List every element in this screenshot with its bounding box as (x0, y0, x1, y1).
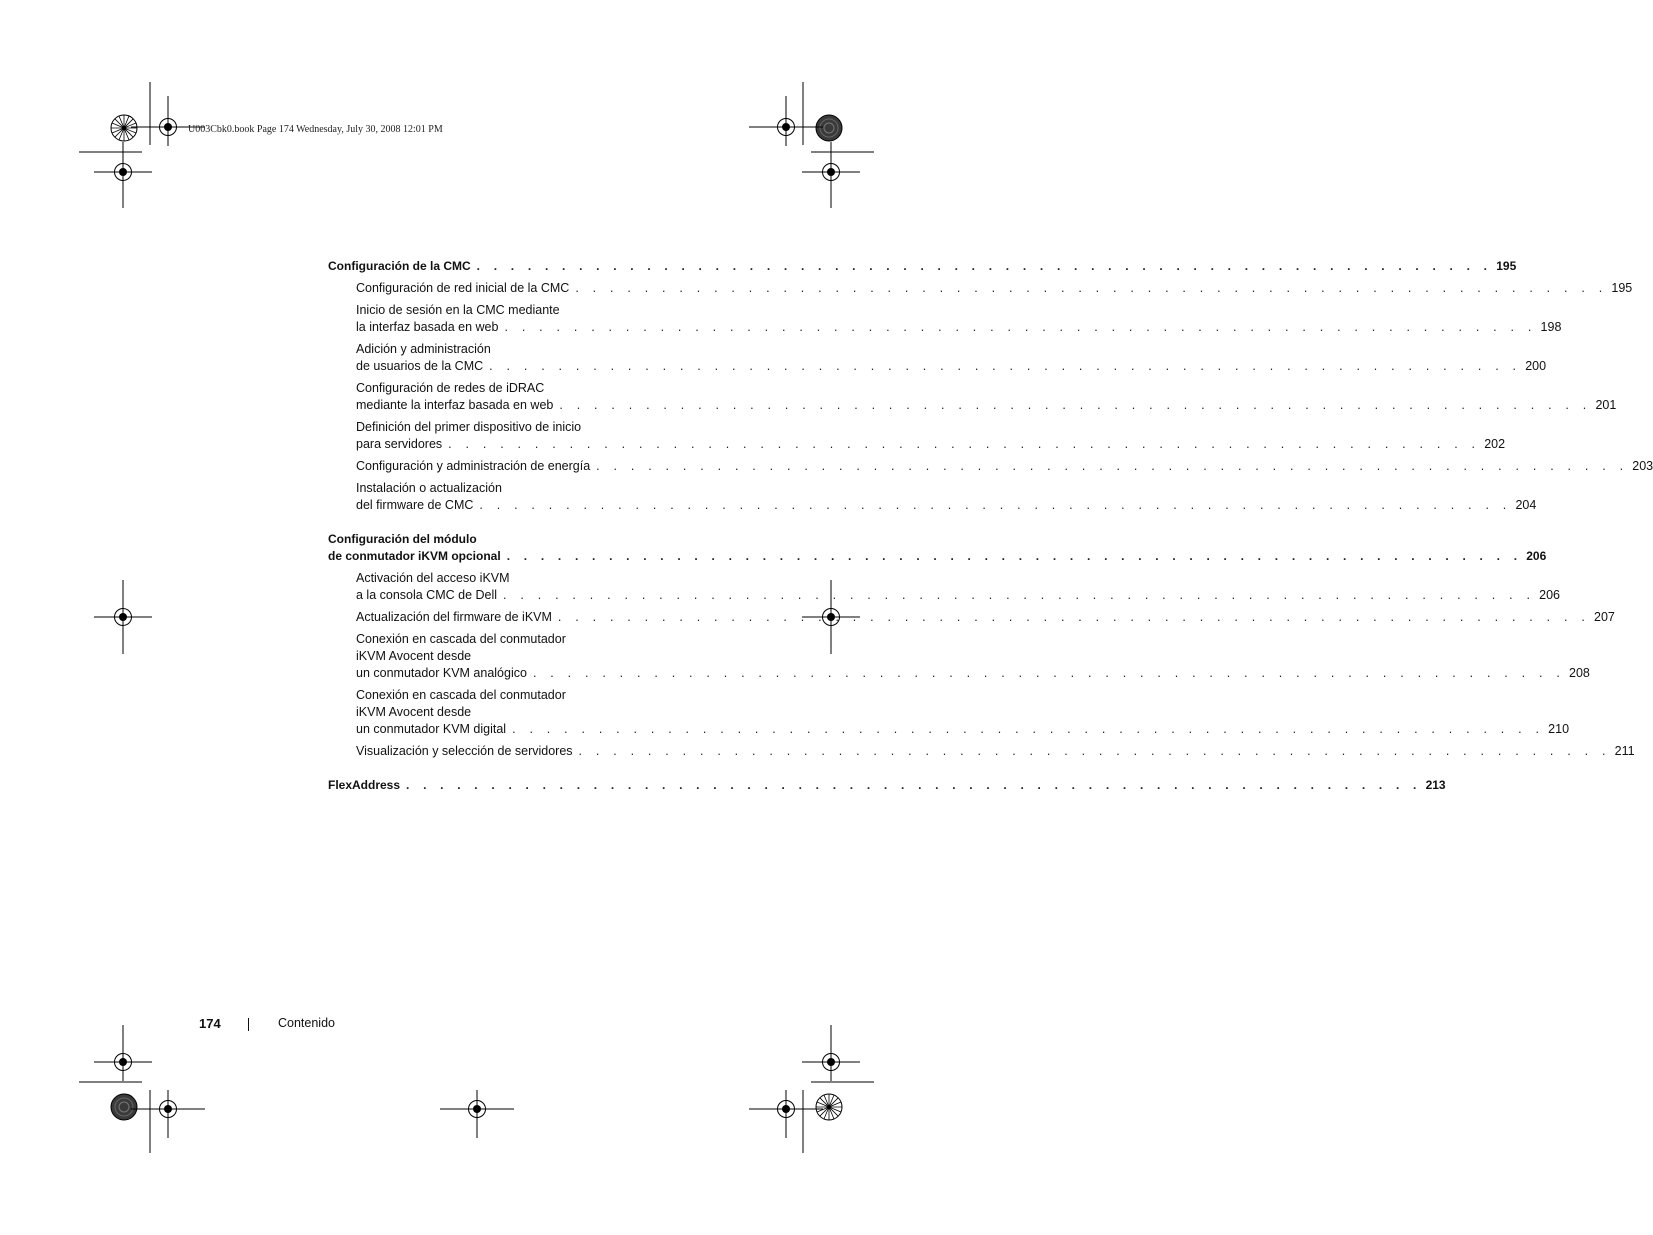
toc-entry-text: a la consola CMC de Dell (356, 588, 498, 602)
dot-leader: . . . . . . . . . . . . . . . . . . . . . . . . . . . . . . . . . . . . . . . . . . . . . . . . . . . . . . . . . . . . (596, 459, 1629, 473)
toc-entry-row (328, 258, 1517, 275)
toc-page-number: 206 (1526, 549, 1547, 563)
toc-entry-text: Instalación o actualización (356, 481, 502, 495)
toc-entry-text: para servidores (356, 437, 443, 451)
toc-entry-text: la interfaz basada en web (356, 320, 499, 334)
toc-entry-row (356, 721, 1570, 738)
toc-entry-text: Activación del acceso iKVM (356, 571, 510, 585)
toc-page-number: 206 (1539, 588, 1560, 602)
toc-entry-row (328, 777, 1446, 794)
toc-subsection-entry[interactable] (328, 341, 1547, 375)
toc-subsection-entry[interactable] (328, 458, 1653, 475)
toc-section-entry[interactable] (328, 531, 1547, 565)
footer-divider (248, 1018, 249, 1031)
dot-leader: . . . . . . . . . . . . . . . . . . . . . . . . . . . . . . . . . . . . . . . . . . . . . . . . . . . . . . . . . . . . (448, 437, 1481, 451)
toc-entry-text: Definición del primer dispositivo de inicio (356, 420, 582, 434)
dot-leader: . . . . . . . . . . . . . . . . . . . . . . . . . . . . . . . . . . . . . . . . . . . . . . . . . . . . . . . . . . . . (512, 722, 1545, 736)
toc-entry-row (356, 280, 1633, 297)
star-target-top-left (111, 115, 137, 141)
footer-section-title: Contenido (278, 1016, 335, 1030)
dot-leader: . . . . . . . . . . . . . . . . . . . . . . . . . . . . . . . . . . . . . . . . . . . . . . . . . . . . . . . . . . . . (476, 259, 1493, 273)
toc-entry-text: Inicio de sesión en la CMC mediante (356, 303, 560, 317)
toc-subsection-entry[interactable] (328, 380, 1617, 414)
toc-entry-text: Configuración de red inicial de la CMC (356, 281, 570, 295)
toc-page-number: 200 (1525, 359, 1547, 373)
dot-leader: . . . . . . . . . . . . . . . . . . . . . . . . . . . . . . . . . . . . . . . . . . . . . . . . . . . . . . . . . . . . (559, 398, 1592, 412)
toc-entry-text: iKVM Avocent desde (356, 649, 472, 663)
toc-entry-row (328, 548, 1547, 565)
toc-subsection-entry[interactable] (328, 419, 1506, 453)
toc-entry-row (356, 358, 1547, 375)
toc-spacer (328, 514, 665, 531)
dot-leader: . . . . . . . . . . . . . . . . . . . . . . . . . . . . . . . . . . . . . . . . . . . . . . . . . . . . . . . . . . . . (506, 549, 1523, 563)
page-number: 174 (199, 1016, 221, 1031)
toc-page-number: 198 (1540, 320, 1562, 334)
toc-page-number: 211 (1614, 744, 1635, 758)
dot-leader: . . . . . . . . . . . . . . . . . . . . . . . . . . . . . . . . . . . . . . . . . . . . . . . . . . . . . . . . . . . . (479, 498, 1512, 512)
toc-entry-text: Configuración de redes de iDRAC (356, 381, 545, 395)
toc-page-number: 195 (1611, 281, 1633, 295)
dot-leader: . . . . . . . . . . . . . . . . . . . . . . . . . . . . . . . . . . . . . . . . . . . . . . . . . . . . . . . . . . . . (557, 610, 1590, 624)
toc-subsection-entry[interactable] (328, 687, 1570, 738)
toc-entry-row (356, 458, 1653, 475)
toc-page-number: 203 (1632, 459, 1653, 473)
toc-page-number: 201 (1595, 398, 1617, 412)
dot-leader: . . . . . . . . . . . . . . . . . . . . . . . . . . . . . . . . . . . . . . . . . . . . . . . . . . . . . . . . . . . . (578, 744, 1611, 758)
toc-entry-text: Configuración de la CMC (328, 259, 471, 273)
toc-subsection-entry[interactable] (328, 570, 1560, 604)
toc-subsection-entry[interactable] (328, 609, 1615, 626)
toc-subsection-entry[interactable] (328, 743, 1635, 760)
dot-leader: . . . . . . . . . . . . . . . . . . . . . . . . . . . . . . . . . . . . . . . . . . . . . . . . . . . . . . . . . . . . (532, 666, 1566, 680)
toc-page-number: 195 (1496, 259, 1517, 273)
toc-entry-row (356, 319, 1562, 336)
toc-entry-row (356, 397, 1617, 414)
toc-entry-row (356, 609, 1615, 626)
toc-entry-text: Configuración del módulo (328, 532, 477, 546)
toc-entry-text: mediante la interfaz basada en web (356, 398, 554, 412)
toc-entry-text: un conmutador KVM analógico (356, 666, 527, 680)
toc-entry-text: de usuarios de la CMC (356, 359, 484, 373)
dot-leader: . . . . . . . . . . . . . . . . . . . . . . . . . . . . . . . . . . . . . . . . . . . . . . . . . . . . . . . . . . . . (489, 359, 1522, 373)
toc-subsection-entry[interactable] (328, 631, 1590, 682)
toc-page-number: 202 (1484, 437, 1506, 451)
toc-entry-text: Conexión en cascada del conmutador (356, 632, 566, 646)
toc-section-entry[interactable] (328, 258, 1517, 275)
toc-page-number: 207 (1594, 610, 1615, 624)
toc-entry-row (356, 436, 1506, 453)
toc-entry-row (356, 665, 1590, 682)
toc-page-number: 208 (1569, 666, 1590, 680)
toc-entry-text: Actualización del firmware de iKVM (356, 610, 552, 624)
toc-entry-text: un conmutador KVM digital (356, 722, 507, 736)
toc-entry-row (356, 497, 1537, 514)
dot-leader: . . . . . . . . . . . . . . . . . . . . . . . . . . . . . . . . . . . . . . . . . . . . . . . . . . . . . . . . . . . . (503, 588, 1536, 602)
toc-subsection-entry[interactable] (328, 480, 1537, 514)
toc-entry-text: FlexAddress (328, 778, 401, 792)
toc-section-entry[interactable] (328, 777, 1446, 794)
toc-spacer (328, 760, 665, 777)
toc-entry-row (356, 587, 1560, 604)
toc-entry-text: del firmware de CMC (356, 498, 474, 512)
star-target-top-right (816, 115, 842, 141)
dot-leader: . . . . . . . . . . . . . . . . . . . . . . . . . . . . . . . . . . . . . . . . . . . . . . . . . . . . . . . . . . . . (575, 281, 1608, 295)
toc-page-number: 204 (1515, 498, 1537, 512)
dot-leader: . . . . . . . . . . . . . . . . . . . . . . . . . . . . . . . . . . . . . . . . . . . . . . . . . . . . . . . . . . . . (504, 320, 1537, 334)
table-of-contents (328, 258, 1653, 794)
toc-subsection-entry[interactable] (328, 302, 1562, 336)
toc-entry-text: Configuración y administración de energía (356, 459, 591, 473)
toc-entry-text: Visualización y selección de servidores (356, 744, 573, 758)
toc-entry-row (356, 743, 1635, 760)
star-target-bottom-left (111, 1094, 137, 1120)
toc-entry-text: iKVM Avocent desde (356, 705, 472, 719)
dot-leader: . . . . . . . . . . . . . . . . . . . . . . . . . . . . . . . . . . . . . . . . . . . . . . . . . . . . . . . . . . . . (406, 778, 1422, 792)
star-target-bottom-right (816, 1094, 842, 1120)
toc-subsection-entry[interactable] (328, 280, 1633, 297)
toc-entry-text: Conexión en cascada del conmutador (356, 688, 566, 702)
toc-page-number: 210 (1548, 722, 1570, 736)
print-slug: U003Cbk0.book Page 174 Wednesday, July 30, 2008 12:01 PM (188, 124, 443, 135)
toc-page-number: 213 (1425, 778, 1446, 792)
toc-entry-text: Adición y administración (356, 342, 491, 356)
toc-entry-text: de conmutador iKVM opcional (328, 549, 501, 563)
